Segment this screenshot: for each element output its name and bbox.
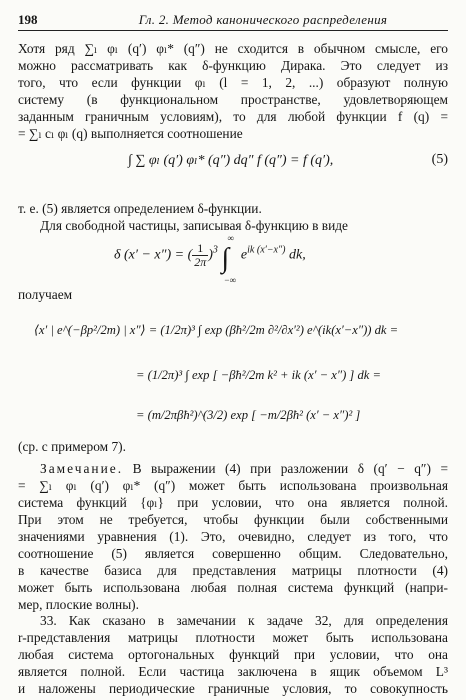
text-line: является полной. Если частица заключена в ящик объемом L³: [18, 664, 448, 679]
text-line: При этом не требуется, чтобы функции были собственными: [18, 512, 448, 527]
paragraph-delta-intro: [18, 40, 448, 142]
header-rule: [18, 30, 448, 31]
equation-density-line-3: [18, 408, 448, 432]
text-line: Для свободной частицы, записывая δ-функцию в виде: [40, 218, 349, 233]
equation-line: ⟨x′ | e^(−βp²/2m) | x″⟩ = (1/2π)³ ∫ exp (βħ²/2m ∂²/∂x′²) e^(ik(x′−x″)) dk =: [34, 323, 399, 337]
equation-density-line-2: [18, 368, 448, 392]
equation-line: = (m/2πβħ²)^(3/2) exp [ −m/2βħ² (x′ − x″)² ]: [136, 408, 361, 422]
power: 3: [212, 244, 218, 256]
equation-5: [18, 152, 448, 192]
text-line: т. е. (5) является определением δ-функции.: [18, 201, 262, 216]
text-line: заданным граничным условиям), то для любой функции f (q) =: [18, 109, 448, 124]
text-line: [18, 460, 448, 477]
paragraph-remark: [18, 460, 448, 613]
equation-density-line-1: [18, 322, 448, 346]
equation-5-body: ∫ ∑ φₗ (q′) φₗ* (q″) dq″ f (q″) = f (q′),: [128, 153, 334, 168]
text-line: мер, плоские волны).: [18, 597, 139, 612]
exponent: ik (x′−x″): [247, 244, 286, 256]
equation-delta-body: δ (x′ − x″) = ( $\frac{1}{2\pi}$ )$^3$ ∫ ∞ −∞ $e^{ik (x'-x'')}$ dk,: [114, 232, 306, 285]
text-line: r-представления матрицы плотности может быть использована: [18, 630, 448, 645]
equation-line: = (1/2π)³ ∫ exp [ −βħ²/2m k² + ik (x′ − x″) ] dk =: [136, 368, 382, 382]
text-line: любая система ортогональных функций при условии, что она: [18, 647, 448, 662]
equation-number: (5): [431, 152, 448, 167]
remark-label: Замечание.: [40, 461, 124, 476]
page-header: [18, 12, 448, 30]
page-number: 198: [18, 12, 38, 27]
text-line: система функций {φₗ} при условии, что она является полной.: [18, 495, 448, 510]
text-line: значениями уравнения (1). Это, очевидно, следует из того, что: [18, 529, 448, 544]
integral-sign: ∫ ∞ −∞: [221, 232, 236, 285]
text-line: того, что если функции φₗ (l = 1, 2, ...) образуют полную: [18, 75, 448, 90]
text-line: и наложены периодические граничные условия, то совокупность: [18, 681, 448, 696]
remark-first-line: В выражении (4) при разложении δ (q′ − q″) =: [132, 461, 448, 476]
text-line: 33. Как сказано в замечании к задаче 32, для определения: [40, 613, 448, 628]
text-line: (ср. с примером 7).: [18, 439, 126, 454]
text-line: систему (в функциональном пространстве, удовлетворяющем: [18, 92, 448, 107]
paragraph-problem-33: [18, 612, 448, 697]
running-title: Гл. 2. Метод канонического распределения: [138, 12, 388, 27]
text-line: = ∑ₗ φₗ (q′) φₗ* (q″) может быть использована произвольная: [18, 478, 448, 493]
text-line: получаем: [18, 287, 73, 302]
text-line: в качестве базиса для представления матрицы плотности (4): [18, 563, 448, 578]
text-line: можно рассматривать как δ-функцию Дирака. Это следует из: [18, 58, 448, 73]
text-line: Хотя ряд ∑ₗ φₗ (q′) φₗ* (q″) не сходится в обычном смысле, его: [18, 41, 448, 56]
text-line: соотношение (5) является совершенно общим. Следовательно,: [18, 546, 448, 561]
paragraph-see-example: [18, 438, 448, 455]
text-line: = ∑ₗ cₗ φₗ (q) выполняется соотношение: [18, 126, 243, 141]
paragraph-free-particle: [18, 200, 448, 234]
paragraph-get: [18, 286, 448, 303]
equation-delta: [18, 232, 448, 285]
fraction: $\frac{1}{2\pi}$: [194, 241, 207, 269]
equation-delta-lhs: δ (x′ − x″) =: [114, 247, 188, 263]
text-line: может быть использована любая полная система функций (напри-: [18, 580, 448, 595]
equation-delta-tail: dk,: [289, 247, 306, 263]
